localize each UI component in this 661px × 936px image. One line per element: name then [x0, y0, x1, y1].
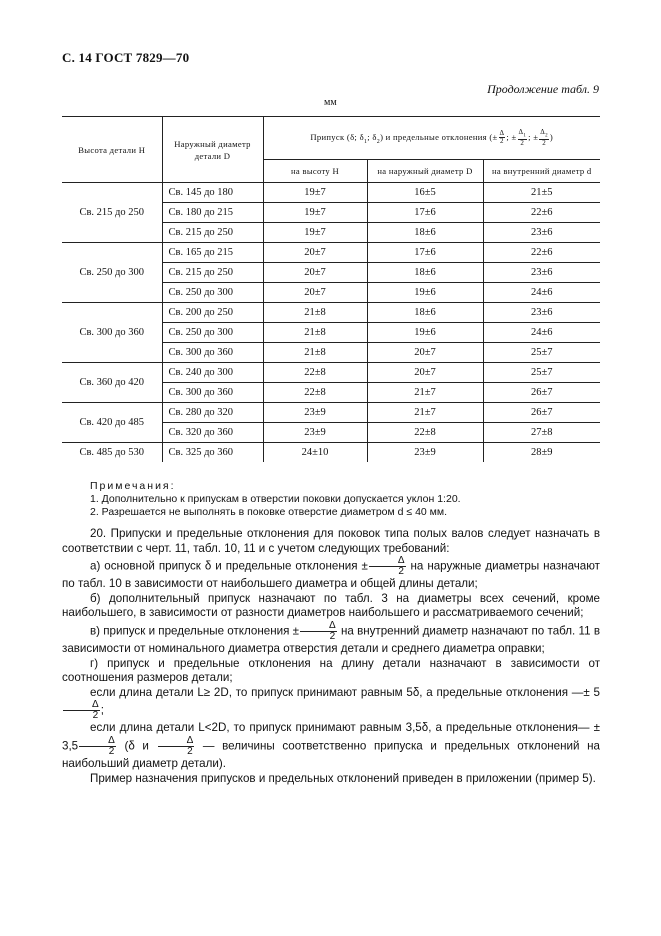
allowance-inner-cell: 22±6	[483, 243, 600, 263]
allowance-outer-cell: 16±5	[367, 183, 483, 203]
outer-diameter-cell: Св. 250 до 300	[162, 283, 263, 303]
table-row	[62, 363, 600, 383]
unit-label: мм	[324, 97, 337, 108]
outer-diameter-cell: Св. 300 до 360	[162, 343, 263, 363]
allowance-inner-cell: 22±6	[483, 203, 600, 223]
outer-diameter-cell: Св. 325 до 360	[162, 443, 263, 463]
item-a: а) основной припуск δ и предельные отклонения ± $\frac{\Delta}{2}$ на наружные диаметры назначают по табл. 10 в зависимости от наибольшего диаметра и общей длины детали;	[62, 555, 600, 591]
allowance-outer-cell: 20±7	[367, 343, 483, 363]
table-notes	[90, 480, 610, 519]
item-b: б) дополнительный припуск назначают по табл. 3 на диаметры всех сечений, кроме наибольшего, в зависимости от разности диаметров наибольшего и рассматриваемого сечений;	[62, 591, 600, 620]
outer-diameter-cell: Св. 300 до 360	[162, 383, 263, 403]
table-row	[62, 183, 600, 203]
height-range-cell: Св. 485 до 530	[62, 443, 162, 463]
subheader-outer-diameter: на наружный диаметр D	[367, 160, 483, 183]
height-range-cell: Св. 360 до 420	[62, 363, 162, 403]
allowance-height-cell: 20±7	[263, 263, 367, 283]
allowance-inner-cell: 21±5	[483, 183, 600, 203]
height-range-cell: Св. 300 до 360	[62, 303, 162, 363]
notes-title: Примечания:	[90, 480, 176, 492]
col-header-height: Высота детали H	[62, 117, 162, 183]
allowance-inner-cell: 24±6	[483, 323, 600, 343]
outer-diameter-cell: Св. 200 до 250	[162, 303, 263, 323]
col-header-allowance: Припуск (δ; $\delta_1$; $\delta_2$) и предельные отклонения (± $\frac{\Delta}{2}$ ; ± $\frac{\Delta_1}{2}$ ; ± $\frac{\Delta_2}{2}$ )	[263, 117, 600, 160]
allowance-inner-cell: 28±9	[483, 443, 600, 463]
table-row	[62, 443, 600, 463]
table-row	[62, 403, 600, 423]
allowance-outer-cell: 23±9	[367, 443, 483, 463]
outer-diameter-cell: Св. 250 до 300	[162, 323, 263, 343]
allowance-inner-cell: 26±7	[483, 403, 600, 423]
allowance-height-cell: 21±8	[263, 323, 367, 343]
allowance-outer-cell: 18±6	[367, 303, 483, 323]
allowance-outer-cell: 17±6	[367, 203, 483, 223]
allowance-inner-cell: 23±6	[483, 263, 600, 283]
allowance-inner-cell: 24±6	[483, 283, 600, 303]
height-range-cell: Св. 215 до 250	[62, 183, 162, 243]
height-range-cell: Св. 250 до 300	[62, 243, 162, 303]
table-row	[62, 303, 600, 323]
allowance-height-cell: 21±8	[263, 303, 367, 323]
allowance-outer-cell: 21±7	[367, 383, 483, 403]
height-range-cell: Св. 420 до 485	[62, 403, 162, 443]
note-1: 1. Дополнительно к припускам в отверстии поковки допускается уклон 1:20.	[90, 493, 461, 505]
allowance-height-cell: 22±8	[263, 383, 367, 403]
allowance-outer-cell: 20±7	[367, 363, 483, 383]
outer-diameter-cell: Св. 215 до 250	[162, 223, 263, 243]
allowance-outer-cell: 19±6	[367, 323, 483, 343]
allowance-height-cell: 21±8	[263, 343, 367, 363]
item-g: г) припуск и предельные отклонения на длину детали назначают в зависимости от соотношения размеров детали;	[62, 656, 600, 685]
item-v: в) припуск и предельные отклонения ± $\frac{\Delta}{2}$ на внутренний диаметр назначают по табл. 11 в зависимости от номинального диаметра отверстия детали и среднего диаметра оправки;	[62, 619, 600, 655]
allowance-height-cell: 19±7	[263, 223, 367, 243]
col-header-outer-diameter: Наружный диаметр детали D	[162, 117, 263, 183]
allowance-outer-cell: 18±6	[367, 223, 483, 243]
allowance-height-cell: 23±9	[263, 423, 367, 443]
allowance-inner-cell: 23±6	[483, 303, 600, 323]
allowance-outer-cell: 21±7	[367, 403, 483, 423]
allowance-height-cell: 22±8	[263, 363, 367, 383]
length-rule-1: если длина детали L≥ 2D, то припуск принимают равным 5δ, а предельные отклонения —± 5 $\frac{\Delta}{2}$ ;	[62, 686, 600, 722]
paragraph-20: 20. Припуски и предельные отклонения для поковок типа полых валов следует назначать в соответствии с черт. 11, табл. 10, 11 и с учетом следующих требований:	[62, 527, 600, 555]
outer-diameter-cell: Св. 240 до 300	[162, 363, 263, 383]
allowance-inner-cell: 25±7	[483, 363, 600, 383]
outer-diameter-cell: Св. 165 до 215	[162, 243, 263, 263]
allowance-height-cell: 20±7	[263, 243, 367, 263]
table-row	[62, 243, 600, 263]
allowance-outer-cell: 18±6	[367, 263, 483, 283]
subheader-inner-diameter: на внутренний диаметр d	[483, 160, 600, 183]
allowance-inner-cell: 26±7	[483, 383, 600, 403]
allowance-height-cell: 19±7	[263, 203, 367, 223]
outer-diameter-cell: Св. 280 до 320	[162, 403, 263, 423]
subheader-height: на высоту H	[263, 160, 367, 183]
allowance-height-cell: 19±7	[263, 183, 367, 203]
example-reference: Пример назначения припусков и предельных отклонений приведен в приложении (пример 5).	[90, 771, 596, 785]
note-2: 2. Разрешается не выполнять в поковке отверстие диаметром d ≤ 40 мм.	[90, 506, 448, 518]
allowance-height-cell: 24±10	[263, 443, 367, 463]
allowance-inner-cell: 27±8	[483, 423, 600, 443]
page-header: С. 14 ГОСТ 7829—70	[62, 50, 190, 65]
table-continuation-label: Продолжение табл. 9	[487, 82, 599, 96]
length-rule-2: если длина детали L<2D, то припуск принимают равным 3,5δ, а предельные отклонения— ± 3,5 $\frac{\Delta}{2}$ (δ и $\frac{\Delta}{2}$ — величины соответственно припуска и предельных отклонений на наибольший диаметр детали).	[62, 721, 600, 770]
outer-diameter-cell: Св. 320 до 360	[162, 423, 263, 443]
outer-diameter-cell: Св. 145 до 180	[162, 183, 263, 203]
allowance-outer-cell: 22±8	[367, 423, 483, 443]
section-20-text	[62, 527, 600, 786]
allowance-inner-cell: 25±7	[483, 343, 600, 363]
allowance-table	[62, 116, 600, 462]
allowance-height-cell: 20±7	[263, 283, 367, 303]
allowance-height-cell: 23±9	[263, 403, 367, 423]
outer-diameter-cell: Св. 180 до 215	[162, 203, 263, 223]
outer-diameter-cell: Св. 215 до 250	[162, 263, 263, 283]
allowance-outer-cell: 19±6	[367, 283, 483, 303]
allowance-outer-cell: 17±6	[367, 243, 483, 263]
allowance-inner-cell: 23±6	[483, 223, 600, 243]
